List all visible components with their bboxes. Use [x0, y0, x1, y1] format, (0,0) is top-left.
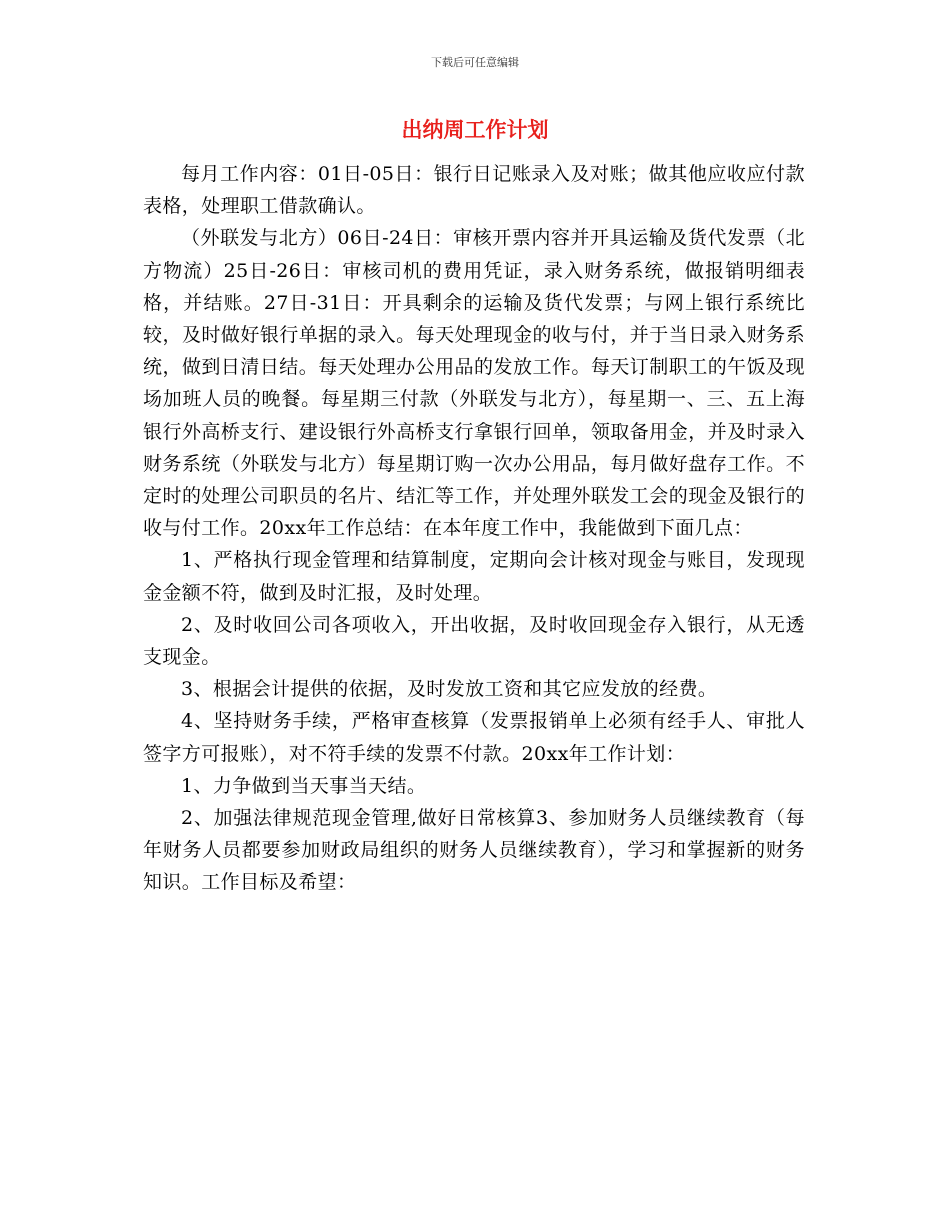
paragraph-plan-item-1: 1、力争做到当天事当天结。: [181, 774, 427, 797]
paragraph-schedule-and-summary: （外联发与北方）06日-24日：审核开票内容并开具运输及货代发票（北方物流）25日-26日：审核司机的费用凭证，录入财务系统，做报销明细表格，并结账。27日-31日：开具剩余的运输及货代发票；与网上银行系统比较，及时做好银行单据的录入。每天处理现金的收与付，并于当日录入财务系统，做到日清日结。每天处理办公用品的发放工作。每天订制职工的午饭及现场加班人员的晚餐。每星期三付款（外联发与北方），每星期一、三、五上海银行外高桥支行、建设银行外高桥支行拿银行回单，领取备用金，并及时录入财务系统（外联发与北方）每星期订购一次办公用品，每月做好盘存工作。不定时的处理公司职员的名片、结汇等工作，并处理外联发工会的现金及银行的收与付工作。20xx年工作总结：在本年度工作中，我能做到下面几点：: [143, 227, 805, 540]
document-title: 出纳周工作计划: [401, 118, 549, 142]
paragraph-summary-item-2: 2、及时收回公司各项收入，开出收据，及时收回现金存入银行，从无透支现金。: [143, 613, 805, 669]
paragraph-monthly-tasks: 每月工作内容：01日-05日：银行日记账录入及对账；做其他应收应付款表格，处理职工借款确认。: [143, 163, 805, 218]
paragraph-plan-item-2: 2、加强法律规范现金管理,做好日常核算3、参加财务人员继续教育（每年财务人员都要参加财政局组织的财务人员继续教育），学习和掌握新的财务知识。工作目标及希望：: [143, 807, 805, 894]
paragraph-summary-item-1: 1、严格执行现金管理和结算制度，定期向会计核对现金与账目，发现现金金额不符，做到及时汇报，及时处理。: [143, 549, 805, 604]
paragraph-summary-item-4: 4、坚持财务手续，严格审查核算（发票报销单上必须有经手人、审批人签字方可报账），对不符手续的发票不付款。20xx年工作计划：: [143, 710, 805, 765]
paragraph-summary-item-3: 3、根据会计提供的依据，及时发放工资和其它应发放的经费。: [181, 678, 718, 701]
document-body: [143, 158, 805, 899]
header-note: 下载后可任意编辑: [431, 56, 519, 69]
